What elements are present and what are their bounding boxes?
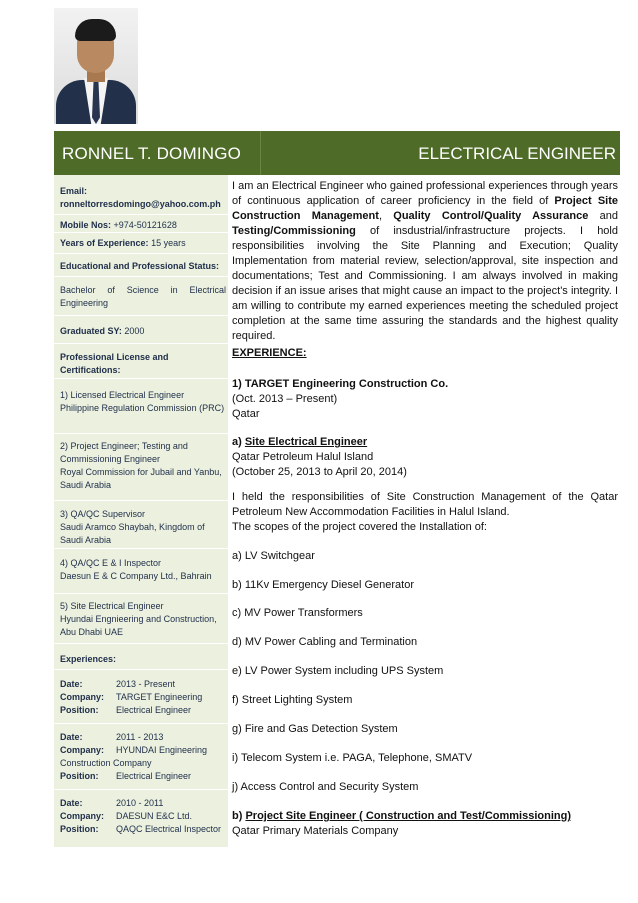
- role-b: [232, 809, 618, 839]
- experiences-heading-text: Experiences:: [60, 654, 117, 664]
- profile-photo: [54, 8, 138, 124]
- mobile-block: [60, 219, 226, 232]
- graduated-label: Graduated SY:: [60, 326, 122, 336]
- company-label: Company:: [60, 692, 105, 702]
- candidate-name: RONNEL T. DOMINGO: [62, 144, 242, 163]
- role-a: [232, 435, 618, 480]
- graduated-value: 2000: [124, 326, 145, 336]
- date-label: Date:: [60, 679, 83, 689]
- scope-intro: The scopes of the project covered the Installation of:: [232, 521, 487, 533]
- job-1-date: 2013 - Present: [116, 679, 176, 689]
- role-b-title: Project Site Engineer ( Construction and Test/Commissioning): [245, 810, 572, 822]
- position-label: Position:: [60, 824, 99, 834]
- job-3-company: DAESUN E&C Ltd.: [116, 811, 193, 821]
- company-label: Company:: [60, 745, 105, 755]
- scope-item: b) 11Kv Emergency Diesel Generator: [232, 579, 414, 591]
- cert-5: 5) Site Electrical Engineer Hyundai Engnieering and Construction, Abu Dhabi UAE: [60, 601, 217, 637]
- summary-bold-2: Quality Control/Quality Assurance: [393, 210, 589, 222]
- scope-item: g) Fire and Gas Detection System: [232, 723, 398, 735]
- experience-heading-text: EXPERIENCE:: [232, 347, 307, 359]
- responsibility: I held the responsibilities of Site Construction Management of the Qatar Petroleum New Accommodation Facilities in Halul Island.: [232, 491, 618, 518]
- sidebar: [54, 175, 228, 847]
- job-2: [60, 731, 226, 783]
- company-1-country: Qatar: [232, 408, 260, 420]
- mobile-label: Mobile Nos:: [60, 220, 111, 230]
- scope-item: f) Street Lighting System: [232, 694, 353, 706]
- years-label: Years of Experience:: [60, 238, 149, 248]
- years-block: [60, 237, 226, 250]
- company-1-name: 1) TARGET Engineering Construction Co.: [232, 378, 449, 390]
- summary-bold-3: Testing/Commissioning: [232, 225, 356, 237]
- summary-bold-1: Project Site Construction Management: [232, 195, 619, 222]
- email-block: [60, 185, 226, 211]
- job-title: ELECTRICAL ENGINEER: [418, 144, 616, 163]
- scope-item: i) Telecom System i.e. PAGA, Telephone, SMATV: [232, 752, 473, 764]
- job-2-date: 2011 - 2013: [116, 732, 164, 742]
- degree: Bachelor of Science in Electrical Engineering: [60, 285, 226, 308]
- scope-item: e) LV Power System including UPS System: [232, 665, 444, 677]
- graduated-block: [60, 325, 226, 338]
- email-value: ronneltorresdomingo@yahoo.com.ph: [60, 199, 221, 209]
- role-a-project: Qatar Petroleum Halul Island: [232, 451, 374, 463]
- mobile-value: +974-50121628: [113, 220, 177, 230]
- cert-4: 4) QA/QC E & I Inspector Daesun E & C Company Ltd., Bahrain: [60, 558, 212, 581]
- cert-2: 2) Project Engineer; Testing and Commissioning Engineer Royal Commission for Jubail and Yanbu, Saudi Arabia: [60, 441, 222, 490]
- job-1-position: Electrical Engineer: [116, 705, 192, 715]
- job-2-position: Electrical Engineer: [116, 771, 192, 781]
- experience-heading: [232, 346, 618, 361]
- cert-3: 3) QA/QC Supervisor Saudi Aramco Shaybah, Kingdom of Saudi Arabia: [60, 509, 205, 545]
- company-1-period: (Oct. 2013 – Present): [232, 393, 338, 405]
- role-b-prefix: b): [232, 810, 246, 822]
- date-label: Date:: [60, 732, 83, 742]
- job-3-position: QAQC Electrical Inspector: [116, 824, 222, 834]
- summary-paragraph: [232, 179, 618, 344]
- experiences-heading: [60, 653, 226, 666]
- years-value: 15 years: [151, 238, 186, 248]
- edu-heading-text: Educational and Professional Status:: [60, 261, 220, 271]
- scope-item: j) Access Control and Security System: [232, 781, 419, 793]
- scope-item: a) LV Switchgear: [232, 550, 315, 562]
- summary-text-1: I am an Electrical Engineer who gained professional experiences through years of continuous application of career proficiency in the field of: [232, 180, 618, 207]
- email-label: Email:: [60, 186, 88, 196]
- summary-text-3: and: [588, 210, 618, 222]
- job-1-company: TARGET Engineering: [116, 692, 203, 702]
- edu-heading: [60, 260, 226, 273]
- role-b-company: Qatar Primary Materials Company: [232, 825, 399, 837]
- summary-text-2: ,: [378, 210, 394, 222]
- role-a-dates: (October 25, 2013 to April 20, 2014): [232, 466, 407, 478]
- company-1: [232, 377, 618, 422]
- role-a-title: Site Electrical Engineer: [244, 436, 368, 448]
- date-label: Date:: [60, 798, 83, 808]
- position-label: Position:: [60, 705, 99, 715]
- job-3: [60, 797, 226, 836]
- job-2-company-line2: Construction Company: [60, 758, 152, 768]
- scope-item: d) MV Power Cabling and Termination: [232, 636, 418, 648]
- license-heading: [60, 351, 180, 377]
- license-heading-text: Professional License and Certifications:: [60, 352, 169, 375]
- job-3-date: 2010 - 2011: [116, 798, 164, 808]
- job-1: [60, 678, 226, 717]
- position-label: Position:: [60, 771, 99, 781]
- header-bar: [54, 131, 620, 175]
- role-a-prefix: a): [232, 436, 245, 448]
- company-label: Company:: [60, 811, 105, 821]
- cert-1: 1) Licensed Electrical Engineer Philippine Regulation Commission (PRC): [60, 390, 225, 413]
- scope-item: c) MV Power Transformers: [232, 607, 363, 619]
- job-2-company: HYUNDAI Engineering: [116, 745, 208, 755]
- summary-text-4: of insdustrial/infrastructure projects. I hold responsibilities involving the Site Planning and Execution; Quality Implementation from material review, selection/approval, site inspection and documentations; Test and Commissioning. I am always involved in making decision if an issue arises that might cause an impact to the project's integrity. I am willing to contribute my earned experiences meeting the scheduled project completion at the same time assuring the standards and the highest quality required.: [232, 225, 618, 342]
